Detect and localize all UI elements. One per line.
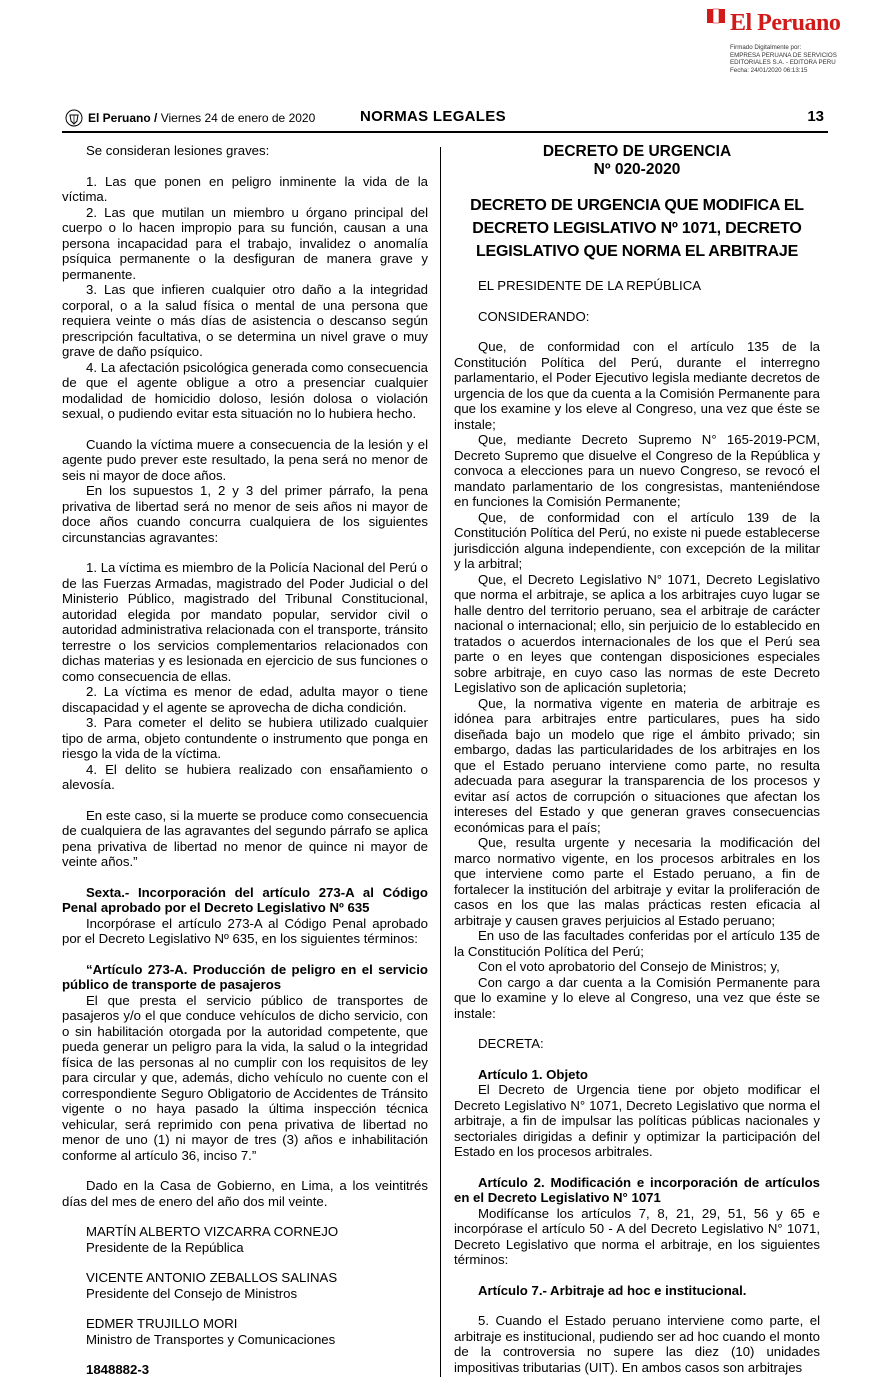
article-heading: “Artículo 273-A. Producción de peligro en el servicio público de transporte de pasajeros	[62, 961, 428, 992]
paragraph: Que, el Decreto Legislativo N° 1071, Decreto Legislativo que norma el arbitraje, se aplica a los arbitrajes cuyo lugar se halle dentro del territorio peruano, sea el arbitraje de carácter nacional o internacional; ello, sin perjuicio de lo establecido en tratados o acuerdos internacionales de los que el Perú sea parte o en leyes que contengan disposiciones especiales sobre arbitraje, en cuyo caso las normas de este Decreto Legislativo son de aplicación supletoria;	[454, 571, 820, 695]
paragraph: Con el voto aprobatorio del Consejo de Ministros; y,	[478, 959, 780, 974]
paragraph: Que, de conformidad con el artículo 135 de la Constitución Política del Perú, durante el interregno parlamentario, el Poder Ejecutivo legisla mediante decretos de urgencia de los que da cuenta a la Comisión Permanente para que los examine y los eleve al Congreso, una vez que éste se instale;	[454, 339, 820, 432]
section-heading: Sexta.- Incorporación del artículo 273-A al Código Penal aprobado por el Decreto Legislativo Nº 635	[62, 884, 428, 915]
paragraph: Que, mediante Decreto Supremo N° 165-2019-PCM, Decreto Supremo que disuelve el Congreso de la República y convoca a elecciones para un nuevo Congreso, se revocó el mandato parlamentario de los congresistas, manteniéndose en funciones la Comisión Permanente;	[454, 432, 820, 509]
paragraph: 2. Las que mutilan un miembro u órgano principal del cuerpo o lo hacen impropio para su función, causan a una persona incapacidad para el trabajo, invalidez o anomalía psíquica permanente o la desfiguran de manera grave y permanente.	[62, 204, 428, 282]
article-heading: Artículo 7.- Arbitraje ad hoc e institucional.	[478, 1282, 747, 1298]
paragraph: En uso de las facultades conferidas por el artículo 135 de la Constitución Política del Perú;	[454, 928, 820, 959]
right-column	[454, 143, 820, 1375]
signature-line: EDITORIALES S.A. - EDITORA PERU	[730, 59, 836, 66]
article-heading: Artículo 1. Objeto	[478, 1066, 588, 1082]
signatory-name: EDMER TRUJILLO MORI	[86, 1316, 238, 1331]
decree-number: Nº 020-2020	[593, 161, 681, 178]
signature-line: EMPRESA PERUANA DE SERVICIOS	[730, 51, 837, 59]
paragraph: Se consideran lesiones graves:	[86, 143, 270, 158]
header-rule	[62, 131, 828, 133]
paragraph: Dado en la Casa de Gobierno, en Lima, a los veintitrés días del mes de enero del año dos mil veinte.	[62, 1178, 428, 1209]
signatory-role: Presidente de la República	[86, 1239, 244, 1255]
paragraph: 2. La víctima es menor de edad, adulta mayor o tiene discapacidad y el agente se aprovecha de dicha condición.	[62, 684, 428, 715]
paragraph: Que, resulta urgente y necesaria la modificación del marco normativo vigente, en los procesos arbitrales en los que interviene como parte el Estado peruano, a fin de fortalecer la institución del arbitraje y evitar la proliferación de casos en los que las malas prácticas resten eficacia al arbitraje y causen graves perjuicios al Estado peruano;	[454, 835, 820, 928]
header-paper-name	[88, 111, 315, 125]
paragraph: En este caso, si la muerte se produce como consecuencia de cualquiera de las agravantes del segundo párrafo se aplica pena privativa de libertad no menor de quince ni mayor de veinte años.”	[62, 807, 428, 869]
signature-line: Fecha: 24/01/2020 06:13:15	[730, 66, 808, 74]
paragraph: 4. La afectación psicológica generada como consecuencia de que el agente obligue a otro a presenciar cualquier modalidad de homicidio doloso, lesión dolosa o violación sexual, o pudiendo evitar esta situación no lo hubiera hecho.	[62, 359, 428, 421]
paragraph: En los supuestos 1, 2 y 3 del primer párrafo, la pena privativa de libertad será no menor de seis años ni mayor de doce años cuando concurra cualquiera de los siguientes circunstancias agravantes:	[62, 483, 428, 545]
paragraph: Que, de conformidad con el artículo 139 de la Constitución Política del Perú, no existe ni puede establecerse jurisdicción alguna independiente, con excepción de la militar y la arbitral;	[454, 509, 820, 571]
column-divider	[440, 147, 441, 1377]
signatory-name: VICENTE ANTONIO ZEBALLOS SALINAS	[86, 1270, 338, 1285]
digital-signature	[730, 44, 866, 74]
signatory-name: MARTÍN ALBERTO VIZCARRA CORNEJO	[86, 1224, 339, 1239]
paragraph: 4. El delito se hubiera realizado con ensañamiento o alevosía.	[62, 761, 428, 792]
section-title: NORMAS LEGALES	[360, 108, 506, 125]
page-number: 13	[807, 108, 824, 125]
paragraph: 1. La víctima es miembro de la Policía Nacional del Perú o de las Fuerzas Armadas, magistrado del Poder Judicial o del Ministerio Público, magistrado del Tribunal Constitucional, autoridad elegida por mandato popular, servidor civil o autoridad administrativa relacionada con el transporte, tránsito terrestre o los servicios complementarios relacionados con dichas materias y es lesionada en ejercicio de sus funciones o como consecuencia de ellas.	[62, 560, 428, 684]
paragraph: Cuando la víctima muere a consecuencia de la lesión y el agente pudo prever este resultado, la pena será no menor de seis ni mayor de doce años.	[62, 436, 428, 483]
issuer-line: EL PRESIDENTE DE LA REPÚBLICA	[478, 278, 702, 293]
left-column	[62, 143, 428, 1378]
paragraph: Modifícanse los artículos 7, 8, 21, 29, 51, 56 y 65 e incorpórase el artículo 50 - A del Decreto Legislativo N° 1071, Decreto Legislativo que norma el arbitraje, en los siguientes términos:	[454, 1205, 820, 1267]
signature-line: Firmado Digitalmente por:	[730, 44, 802, 51]
decree-heading: DECRETO DE URGENCIA QUE MODIFICA EL DECRETO LEGISLATIVO Nº 1071, DECRETO LEGISLATIVO QUE NORMA EL ARBITRAJE	[470, 197, 804, 260]
signatory-role: Presidente del Consejo de Ministros	[86, 1285, 298, 1301]
paragraph: Incorpórase el artículo 273-A al Código Penal aprobado por el Decreto Legislativo Nº 635, en los siguientes términos:	[62, 915, 428, 946]
paragraph: El Decreto de Urgencia tiene por objeto modificar el Decreto Legislativo N° 1071, Decreto Legislativo que norma el arbitraje, a fin de impulsar las políticas públicas nacionales y sectoriales dirigidas a definir y optimizar la participación del Estado en los procesos arbitrales.	[454, 1082, 820, 1159]
article-heading: Artículo 2. Modificación e incorporación de artículos en el Decreto Legislativo N° 1071	[454, 1174, 820, 1205]
header-paper-title: El Peruano /	[88, 111, 158, 125]
paragraph: Que, la normativa vigente en materia de arbitraje es idónea para arbitrajes entre particulares, pues ha sido diseñada bajo un modelo que rige el ámbito privado; sin embargo, dadas las particularidades de los arbitrajes en los que el Estado peruano interviene como parte, no resulta adecuada para asegurar la transparencia de los procesos y evitar así actos de corrupción o situaciones que afectan los intereses del Estado y que generan graves consecuencias económicas para el país;	[454, 695, 820, 835]
publication-code: 1848882-3	[86, 1362, 150, 1377]
paragraph: 5. Cuando el Estado peruano interviene como parte, el arbitraje es institucional, pudiendo ser ad hoc cuando el monto de la controversia no supere las diez (10) unidades impositivas tributarias (UIT). En ambos casos son arbitrajes	[454, 1313, 820, 1375]
page-header	[62, 107, 828, 131]
newspaper-logo: El Peruano	[730, 10, 841, 36]
header-date: Viernes 24 de enero de 2020	[157, 111, 316, 125]
paragraph: Con cargo a dar cuenta a la Comisión Permanente para que lo examine y lo eleve al Congreso, una vez que éste se instale:	[454, 974, 820, 1021]
decree-title: DECRETO DE URGENCIA	[542, 143, 732, 160]
peru-flag-icon	[705, 6, 727, 26]
paragraph: 3. Para cometer el delito se hubiera utilizado cualquier tipo de arma, objeto contundente o instrumento que ponga en riesgo la vida de la víctima.	[62, 715, 428, 761]
signatory-role: Ministro de Transportes y Comunicaciones	[86, 1331, 336, 1347]
paragraph: El que presta el servicio público de transportes de pasajeros y/o el que conduce vehículos de dicho servicio, con o sin habilitación otorgada por la autoridad competente, que pueda generar un peligro para la vida, la salud o la integridad física de las personas al no cumplir con los requisitos de ley para circular y que, además, dicho vehículo no cuente con el correspondiente Seguro Obligatorio de Accidentes de Tránsito vigente o no haya pasado la última inspección técnica vehicular, será reprimido con pena privativa de libertad no menor de uno (1) ni mayor de tres (3) años e inhabilitación conforme al artículo 36, inciso 7.”	[62, 992, 428, 1163]
paragraph: 1. Las que ponen en peligro inminente la vida de la víctima.	[62, 173, 428, 204]
coat-of-arms-icon	[65, 109, 83, 127]
decreta-label: DECRETA:	[478, 1036, 544, 1051]
considerando-label: CONSIDERANDO:	[478, 308, 590, 324]
paragraph: 3. Las que infieren cualquier otro daño a la integridad corporal, o a la salud física o mental de una persona que requiera veinte o más días de asistencia o descanso según prescripción facultativa, o se determina un nivel grave o muy grave de daño psíquico.	[62, 282, 428, 359]
